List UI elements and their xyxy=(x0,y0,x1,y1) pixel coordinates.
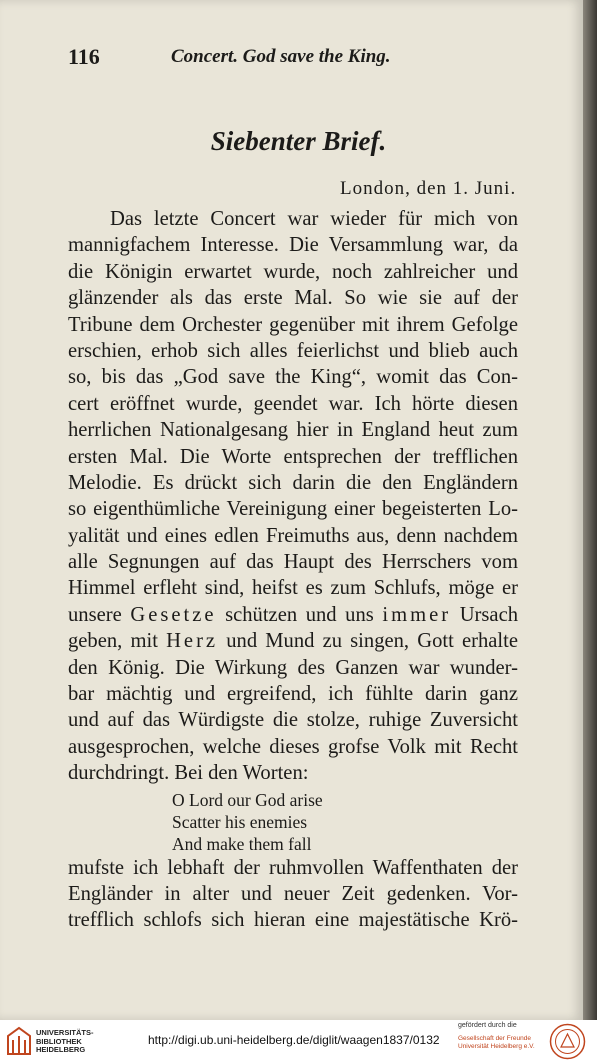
page-header xyxy=(68,44,448,74)
text-line: Das letzte Concert war wieder für mich von xyxy=(110,208,518,230)
verse-line: And make them fall xyxy=(172,833,312,854)
footer-bar xyxy=(0,1020,597,1063)
society-seal-icon xyxy=(549,1023,586,1060)
university-library-logo-icon xyxy=(6,1026,32,1056)
text-line: den König. Die Wirkung des Ganzen war wunder- xyxy=(68,656,518,679)
text-line: so, bis das „God save the King“, womit das Con- xyxy=(68,366,518,389)
text-fragment: schützen und uns xyxy=(225,603,374,626)
text-line: und auf das Würdigste die stolze, ruhige Zuversicht xyxy=(68,709,518,732)
society-name xyxy=(458,1035,535,1050)
text-line xyxy=(68,602,518,628)
text-line: ersten Mal. Die Worte entsprechen der trefflichen xyxy=(68,445,518,468)
text-line: mannigfachem Interesse. Die Versammlung war, da xyxy=(68,234,518,257)
text-fragment: geben, mit xyxy=(68,630,158,653)
text-line: herrlichen Nationalgesang hier in England heut zum xyxy=(68,419,518,442)
permalink-url[interactable]: http://digi.ub.uni-heidelberg.de/diglit/waagen1837/0132 xyxy=(148,1033,440,1047)
text-fragment: und Mund zu singen, Gott erhalte xyxy=(226,630,518,653)
verse-line: O Lord our God arise xyxy=(172,789,323,810)
funded-by-label: gefördert durch die xyxy=(458,1022,517,1029)
page-edge xyxy=(583,0,597,1020)
text-line: yalität und eines edlen Freimuths aus, denn nachdem xyxy=(68,524,518,547)
text-line: Tribune dem Orchester gegenüber mit ihrem Gefolge xyxy=(68,313,518,336)
body-text xyxy=(68,206,518,934)
spaced-word: Gesetze xyxy=(130,603,217,626)
text-line: Himmel erfleht sind, heifst es zum Schlufs, möge er xyxy=(68,577,518,600)
text-line xyxy=(68,628,518,654)
library-name-line: BIBLIOTHEK xyxy=(36,1036,82,1046)
text-line: Engländer in alter und neuer Zeit gedenken. Vor- xyxy=(68,882,518,905)
text-line: cert eröffnet wurde, geendet war. Ich hörte diesen xyxy=(68,392,518,415)
text-fragment: Ursach xyxy=(459,603,519,626)
society-name-line: Universität Heidelberg e.V. xyxy=(458,1042,535,1050)
text-line: glänzender als das erste Mal. So wie sie auf der xyxy=(68,287,518,310)
text-line: durchdringt. Bei den Worten: xyxy=(68,762,309,785)
text-line: mufste ich lebhaft der ruhmvollen Waffenthaten der xyxy=(68,856,518,879)
text-fragment: unsere xyxy=(68,603,122,626)
running-head: Concert. God save the King. xyxy=(171,46,391,67)
library-name-line: UNIVERSITÄTS- xyxy=(36,1028,94,1037)
verse-line: Scatter his enemies xyxy=(172,811,308,832)
library-name xyxy=(36,1029,94,1055)
spaced-word: immer xyxy=(382,603,452,626)
text-line: die Königin erwartet wurde, noch zahlreicher und xyxy=(68,260,518,283)
text-line: ausgesprochen, welche dieses grofse Volk mit Recht xyxy=(68,735,518,758)
society-name-line: Gesellschaft der Freunde xyxy=(458,1035,531,1042)
text-line: Melodie. Es drückt sich darin die den Engländern xyxy=(68,471,518,494)
library-name-line: HEIDELBERG xyxy=(36,1045,86,1055)
chapter-title: Siebenter Brief. xyxy=(210,126,387,156)
text-line: alle Segnungen auf das Haupt des Herrschers vom xyxy=(68,551,518,574)
text-line: bar mächtig und ergreifend, ich fühlte darin ganz xyxy=(68,683,518,706)
page-number: 116 xyxy=(68,44,100,69)
text-line: so eigenthümliche Vereinigung einer begeisterten Lo- xyxy=(68,498,518,521)
spaced-word: Herz xyxy=(166,630,219,653)
text-line: trefflich schlofs sich hieran eine majestätische Krö- xyxy=(68,909,518,932)
dateline: London, den 1. Juni. xyxy=(340,178,517,199)
text-line: erschien, erhob sich alles feierlichst und blieb auch xyxy=(68,339,518,362)
